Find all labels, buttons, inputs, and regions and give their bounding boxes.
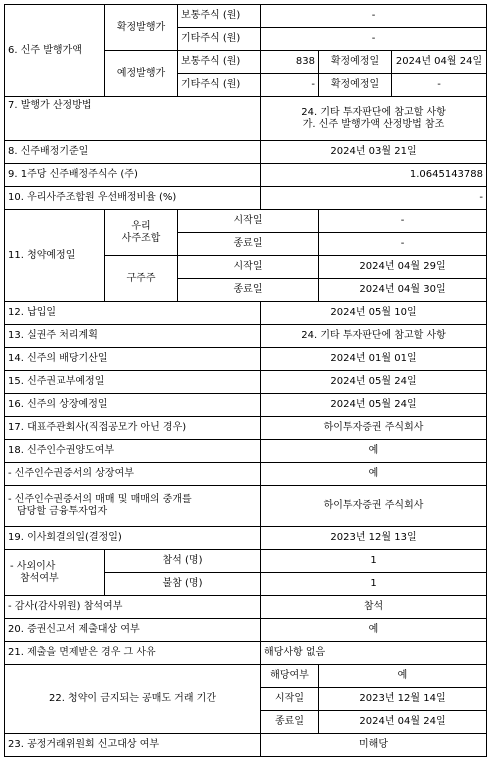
outside-director-label-line1: - 사외이사 <box>10 560 56 572</box>
row-7 <box>5 97 487 141</box>
disclosure-table <box>4 4 487 757</box>
row-18-listing <box>5 463 487 486</box>
row-18-listing-value: 예 <box>261 463 487 486</box>
esop-label-line2: 사주조합 <box>121 232 161 244</box>
expected-common-value: 838 <box>261 51 319 74</box>
end-date-label: 종료일 <box>178 279 319 302</box>
row-19-audit <box>5 596 487 619</box>
row-9-label: 9. 1주당 신주배정주식수 (주) <box>5 164 261 187</box>
outside-director-label <box>5 550 105 596</box>
common-stock-label: 보통주식 (원) <box>178 5 261 28</box>
row-21 <box>5 642 487 665</box>
row-9-value: 1.0645143788 <box>261 164 487 187</box>
short-end-label: 종료일 <box>261 711 319 734</box>
expected-date-label: 확정예정일 <box>319 51 392 74</box>
short-end-value: 2024년 04월 24일 <box>319 711 487 734</box>
row-13-value: 24. 기타 투자판단에 참고할 사항 <box>261 325 487 348</box>
row-19-label: 19. 이사회결의일(결정일) <box>5 527 261 550</box>
absent-label: 불참 (명) <box>105 573 261 596</box>
row-15-label: 15. 신주권교부예정일 <box>5 371 261 394</box>
row-7-label: 7. 발행가 산정방법 <box>5 97 261 141</box>
row-10 <box>5 187 487 210</box>
row-20 <box>5 619 487 642</box>
row-15-value: 2024년 05월 24일 <box>261 371 487 394</box>
present-value: 1 <box>261 550 487 573</box>
start-date-label: 시작일 <box>178 256 319 279</box>
confirmed-common-value: - <box>261 5 487 28</box>
row-18-broker <box>5 486 487 527</box>
row-6-label: 6. 신주 발행가액 <box>5 5 105 97</box>
row-8-value: 2024년 03월 21일 <box>261 141 487 164</box>
expected-date-value: 2024년 04월 24일 <box>392 51 487 74</box>
start-date-label: 시작일 <box>178 210 319 233</box>
row-13-label: 13. 실권주 처리계획 <box>5 325 261 348</box>
row-7-value <box>261 97 487 141</box>
esop-label <box>105 210 178 256</box>
applicable-value: 예 <box>319 665 487 688</box>
row-18-broker-label-line2: 담당할 금융투자업자 <box>17 506 108 517</box>
row-18-broker-label-line1: - 신주인수권증서의 매매 및 매매의 중개를 <box>8 494 192 505</box>
row-23-label: 23. 공정거래위원회 신고대상 여부 <box>5 734 261 757</box>
row-23-value: 미해당 <box>261 734 487 757</box>
old-end-value: 2024년 04월 30일 <box>319 279 487 302</box>
row-18-listing-label: - 신주인수권증서의 상장여부 <box>5 463 261 486</box>
expected-other-value: - <box>261 74 319 97</box>
row-19 <box>5 527 487 550</box>
row-17-value: 하이투자증권 주식회사 <box>261 417 487 440</box>
row-19-present <box>5 550 487 573</box>
row-17 <box>5 417 487 440</box>
esop-end-value: - <box>319 233 487 256</box>
row-13 <box>5 325 487 348</box>
row-17-label: 17. 대표주관회사(직접공모가 아닌 경우) <box>5 417 261 440</box>
row-8 <box>5 141 487 164</box>
present-label: 참석 (명) <box>105 550 261 573</box>
expected-price-label: 예정발행가 <box>105 51 178 97</box>
row-8-label: 8. 신주배정기준일 <box>5 141 261 164</box>
absent-value: 1 <box>261 573 487 596</box>
row-10-label: 10. 우리사주조합원 우선배정비율 (%) <box>5 187 261 210</box>
row-22-applicable <box>5 665 487 688</box>
row-18-value: 예 <box>261 440 487 463</box>
short-start-label: 시작일 <box>261 688 319 711</box>
audit-value: 참석 <box>261 596 487 619</box>
row-12-value: 2024년 05월 10일 <box>261 302 487 325</box>
row-12 <box>5 302 487 325</box>
row-11-label: 11. 청약예정일 <box>5 210 105 302</box>
short-start-value: 2023년 12월 14일 <box>319 688 487 711</box>
row-12-label: 12. 납입일 <box>5 302 261 325</box>
confirmed-price-label: 확정발행가 <box>105 5 178 51</box>
old-shareholders-label: 구주주 <box>105 256 178 302</box>
row-21-value: 해당사항 없음 <box>261 642 487 665</box>
end-date-label: 종료일 <box>178 233 319 256</box>
old-start-value: 2024년 04월 29일 <box>319 256 487 279</box>
row-20-value: 예 <box>261 619 487 642</box>
esop-label-line1: 우리 <box>131 220 151 232</box>
expected-other-date-label: 확정예정일 <box>319 74 392 97</box>
row-23 <box>5 734 487 757</box>
row-22-label: 22. 청약이 금지되는 공매도 거래 기간 <box>5 665 261 734</box>
audit-label: - 감사(감사위원) 참석여부 <box>5 596 261 619</box>
common-stock-label: 보통주식 (원) <box>178 51 261 74</box>
row-14-value: 2024년 01월 01일 <box>261 348 487 371</box>
row-16-label: 16. 신주의 상장예정일 <box>5 394 261 417</box>
expected-other-date-value: - <box>392 74 487 97</box>
row-19-value: 2023년 12월 13일 <box>261 527 487 550</box>
other-stock-label: 기타주식 (원) <box>178 74 261 97</box>
row-21-label: 21. 제출을 면제받은 경우 그 사유 <box>5 642 261 665</box>
row-10-value: - <box>261 187 487 210</box>
row-14 <box>5 348 487 371</box>
row-14-label: 14. 신주의 배당기산일 <box>5 348 261 371</box>
row-16-value: 2024년 05월 24일 <box>261 394 487 417</box>
applicable-label: 해당여부 <box>261 665 319 688</box>
row-18-label: 18. 신주인수권양도여부 <box>5 440 261 463</box>
other-stock-label: 기타주식 (원) <box>178 28 261 51</box>
row-18-broker-label <box>5 486 261 527</box>
row-18 <box>5 440 487 463</box>
outside-director-label-line2: 참석여부 <box>20 572 59 584</box>
confirmed-other-value: - <box>261 28 487 51</box>
row-9 <box>5 164 487 187</box>
row-15 <box>5 371 487 394</box>
row-11-esop-start <box>5 210 487 233</box>
row-18-broker-value: 하이투자증권 주식회사 <box>261 486 487 527</box>
row-7-value-line2: 가. 신주 발행가액 산정방법 참조 <box>302 118 445 130</box>
esop-start-value: - <box>319 210 487 233</box>
row-16 <box>5 394 487 417</box>
row-6-confirmed-common <box>5 5 487 28</box>
row-7-value-line1: 24. 기타 투자판단에 참고할 사항 <box>301 106 446 118</box>
row-20-label: 20. 증권신고서 제출대상 여부 <box>5 619 261 642</box>
